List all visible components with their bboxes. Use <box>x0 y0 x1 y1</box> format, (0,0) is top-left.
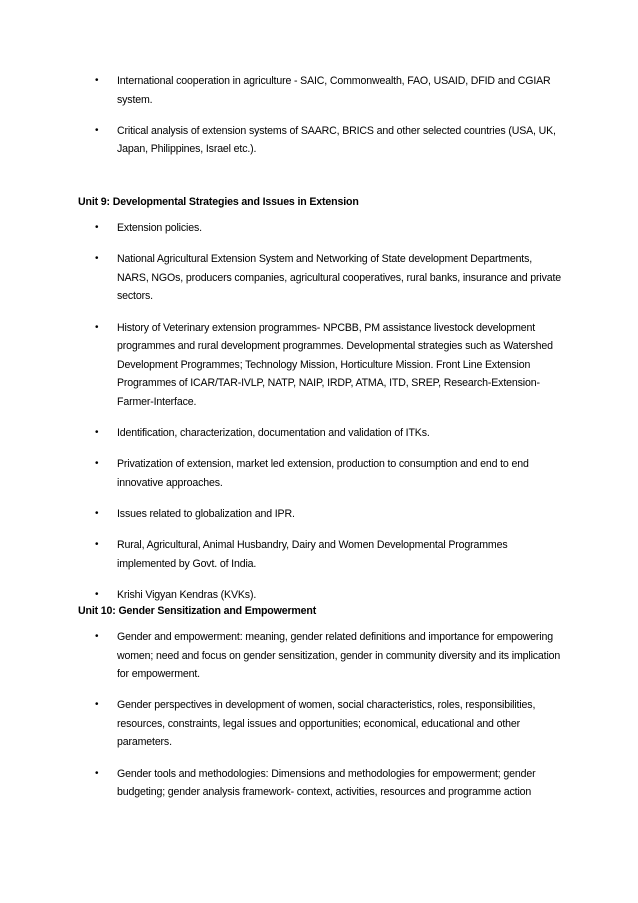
list-item-text: Gender and empowerment: meaning, gender related definitions and importance for empowering women; need and focus on gender sensitization, gender in community diversity and its implication for empowerment. <box>117 631 561 680</box>
bullet-glyph: • <box>95 699 99 711</box>
unit9-bullet-list <box>0 219 638 605</box>
list-item-text: Gender tools and methodologies: Dimensions and methodologies for empowerment; gender budgeting; gender analysis framework- context, activities, resources and programme action <box>117 767 536 799</box>
list-item-text: Identification, characterization, documentation and validation of ITKs. <box>117 426 430 439</box>
list-item <box>0 122 562 159</box>
bullet-glyph: • <box>95 507 99 519</box>
list-item-text: Privatization of extension, market led extension, production to consumption and end to end innovative approaches. <box>117 458 529 489</box>
list-item <box>0 505 562 524</box>
unit10-heading: Unit 10: Gender Sensitization and Empowerment <box>78 605 317 617</box>
bullet-glyph: • <box>95 253 99 265</box>
bullet-glyph: • <box>95 539 99 551</box>
bullet-glyph: • <box>95 767 99 779</box>
list-item-text: Gender perspectives in development of women, social characteristics, roles, responsibilities, resources, constraints, legal issues and opportunities; economical, educational and other parameters. <box>117 699 536 749</box>
bullet-glyph: • <box>95 75 99 86</box>
list-item <box>0 536 562 573</box>
list-item <box>0 455 562 492</box>
list-item <box>0 219 562 238</box>
intro-bullet-list <box>0 72 638 159</box>
list-item-text: History of Veterinary extension programmes- NPCBB, PM assistance livestock development programmes and rural development programmes. Developmental strategies such as Watershed Development Programmes; Technology Mission, Horticulture Mission. Front Line Extension Programmes of ICAR/TAR-IVLP, NATP, NAIP, IRDP, ATMA, ITD, SREP, Research-Extension-Farmer-Interface. <box>117 321 553 408</box>
list-item-text: International cooperation in agriculture - SAIC, Commonwealth, FAO, USAID, DFID and CGIAR system. <box>117 75 551 106</box>
unit9-heading: Unit 9: Developmental Strategies and Issues in Extension <box>78 196 359 208</box>
list-item <box>0 424 562 443</box>
list-item <box>0 765 562 802</box>
list-item-text: Critical analysis of extension systems of SAARC, BRICS and other selected countries (USA, UK, Japan, Philippines, Israel etc.). <box>117 124 556 156</box>
list-item-text: Rural, Agricultural, Animal Husbandry, Dairy and Women Developmental Programmes implemented by Govt. of India. <box>117 539 508 570</box>
bullet-glyph: • <box>95 458 99 470</box>
bullet-glyph: • <box>95 124 99 136</box>
list-item <box>0 696 562 752</box>
list-item <box>0 319 562 412</box>
list-item <box>0 250 562 306</box>
bullet-glyph: • <box>95 426 99 438</box>
list-item-text: Krishi Vigyan Kendras (KVKs). <box>117 589 257 602</box>
bullet-glyph: • <box>95 321 99 333</box>
bullet-glyph: • <box>95 222 99 233</box>
bullet-glyph: • <box>95 589 99 601</box>
bullet-glyph: • <box>95 631 99 642</box>
list-item <box>0 628 562 684</box>
list-item-text: National Agricultural Extension System and Networking of State development Departments, NARS, NGOs, producers companies, agricultural cooperatives, rural banks, insurance and private sectors. <box>117 253 561 303</box>
list-item-text: Extension policies. <box>117 222 202 234</box>
list-item <box>0 72 562 109</box>
unit10-bullet-list <box>0 628 638 802</box>
list-item-text: Issues related to globalization and IPR. <box>117 507 295 520</box>
